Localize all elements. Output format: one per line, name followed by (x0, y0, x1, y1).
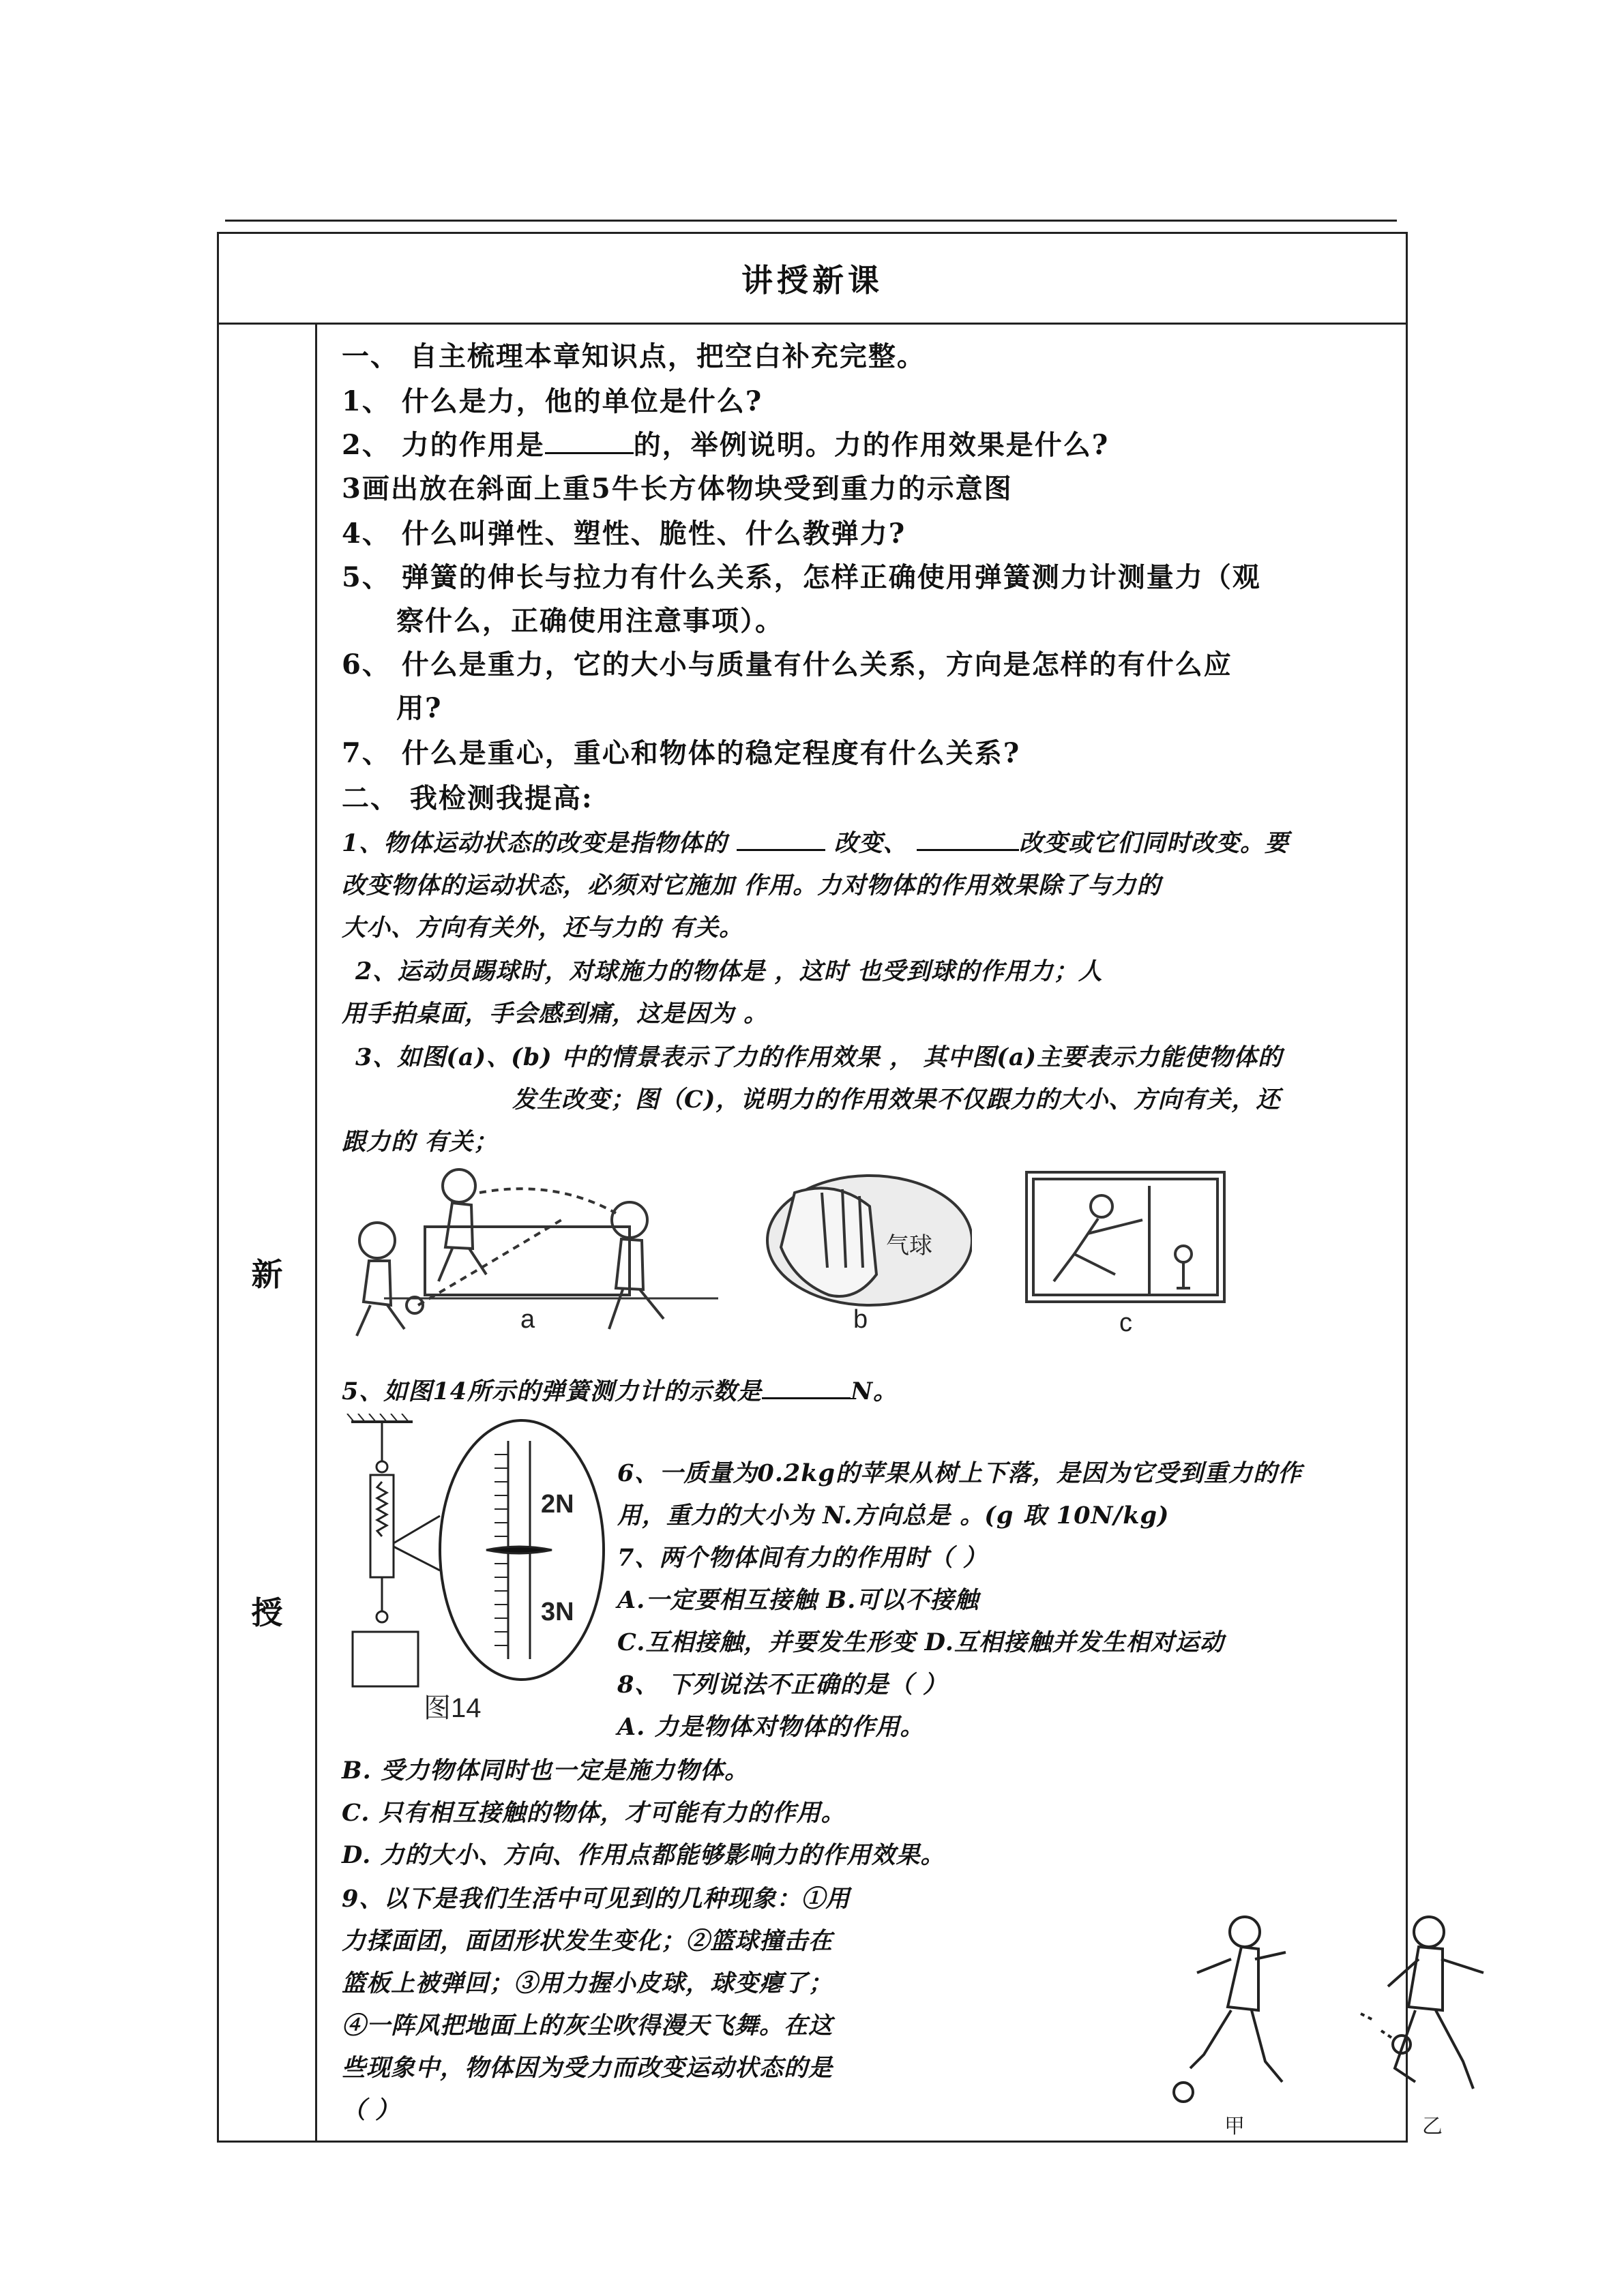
figure-jia-kick (1163, 1911, 1327, 2138)
part2-e2-line2: 用手拍桌面，手会感到痛，这是因为 。 (342, 1000, 769, 1028)
part2-e9-line6: （ ） (342, 2096, 400, 2124)
part2-e9-line1: 9、以下是我们生活中可见到的几种现象：①用 (342, 1885, 851, 1913)
part2-e1-line1 (342, 824, 1289, 859)
part1-q1: 1、 什么是力，他的单位是什么? (342, 385, 763, 417)
side-char-shou: 授 (251, 1594, 283, 1631)
side-column (219, 323, 317, 2141)
part2-e3-line3: 跟力的 有关； (342, 1128, 499, 1156)
side-char-xin: 新 (251, 1256, 283, 1293)
part2-e8-option-d: D. 力的大小、方向、作用点都能够影响力的作用效果。 (342, 1841, 945, 1869)
part2-e3-line1: 3、如图(a)、(b) 中的情景表示了力的作用效果 ， 其中图(a)主要表示力能使物体的 (355, 1043, 1283, 1071)
part2-e7-options-ab: A.一定要相互接触 B.可以不接触 (617, 1586, 979, 1614)
part2-e3-line2: 发生改变；图（C)，说明力的作用效果不仅跟力的大小、方向有关，还 (512, 1086, 1281, 1114)
part2-e7-options-cd: C.互相接触，并要发生形变 D.互相接触并发生相对运动 (617, 1628, 1224, 1656)
part2-e7: 7、两个物体间有力的作用时（ ） (617, 1544, 988, 1572)
part1-q3: 3画出放在斜面上重5牛长方体物块受到重力的示意图 (342, 473, 1013, 505)
part2-heading: 二、 我检测我提高: (342, 782, 593, 814)
e5-part-a: 5、如图14所示的弹簧测力计的示数是 (342, 1377, 763, 1405)
table-title: 讲授新课 (219, 234, 1406, 325)
fill-blank (545, 432, 634, 454)
lesson-content (317, 323, 1443, 2141)
fill-blank (762, 1377, 851, 1399)
figure-14-caption: 图14 (424, 1693, 482, 1723)
part2-e5 (342, 1373, 898, 1407)
part1-heading: 一、 自主梳理本章知识点，把空白补充完整。 (342, 340, 926, 372)
part1-q4: 4、 什么叫弹性、塑性、脆性、什么教弹力? (342, 518, 906, 550)
fill-blank (737, 829, 825, 851)
figure-jia-label: 甲 (1224, 2115, 1245, 2138)
figure-14-label-3n: 3N (541, 1598, 574, 1626)
part1-q5-line1: 5、 弹簧的伸长与拉力有什么关系，怎样正确使用弹簧测力计测量力（观 (342, 561, 1261, 593)
figure-b-label: b (853, 1305, 868, 1334)
e1-part-c: 改变或它们同时改变。要 (1018, 829, 1289, 857)
header-rule (225, 220, 1397, 222)
figure-14-label-2n: 2N (541, 1490, 574, 1519)
part2-e8-option-c: C. 只有相互接触的物体，才可能有力的作用。 (342, 1799, 846, 1827)
part1-q5-line2: 察什么，正确使用注意事项）。 (396, 605, 784, 637)
part2-e1-line2: 改变物体的运动状态，必须对它施加 作用。力对物体的作用效果除了与力的 (342, 871, 1162, 899)
part2-e2-line1: 2、运动员踢球时，对球施力的物体是 ，这时 也受到球的作用力；人 (355, 957, 1103, 985)
part2-e8-option-b: B. 受力物体同时也一定是施力物体。 (342, 1757, 749, 1785)
e1-part-b: 改变、 (833, 829, 908, 857)
part2-e8: 8、 下列说法不正确的是（ ） (617, 1671, 947, 1699)
figure-a-label: a (520, 1305, 535, 1334)
figure-c-door (1013, 1165, 1231, 1343)
part2-e6-line2: 用，重力的大小为 N.方向总是 。(g 取 10N/kg) (617, 1502, 1170, 1530)
figure-b-text: 气球 (886, 1233, 932, 1259)
part1-q2-start: 2、 力的作用是 (342, 429, 545, 461)
e5-part-b: N。 (851, 1377, 898, 1405)
part2-e6-line1: 6、一质量为0.2kg的苹果从树上下落，是因为它受到重力的作 (617, 1459, 1302, 1487)
figure-a-football (336, 1165, 732, 1343)
figure-14-spring-scale (338, 1414, 610, 1723)
part2-e9-line4: ④一阵风把地面上的灰尘吹得漫天飞舞。在这 (342, 2012, 833, 2040)
part2-e8-option-a: A. 力是物体对物体的作用。 (617, 1713, 925, 1741)
e1-part-a: 1、物体运动状态的改变是指物体的 (342, 829, 728, 857)
figure-yi-kick (1354, 1911, 1518, 2138)
part1-q7: 7、 什么是重心，重心和物体的稳定程度有什么关系? (342, 737, 1021, 769)
part1-q2 (342, 423, 1109, 462)
figure-c-label: c (1119, 1309, 1132, 1337)
figure-yi-label: 乙 (1422, 2115, 1443, 2138)
part1-q2-end: 的，举例说明。力的作用效果是什么? (633, 429, 1110, 461)
part1-q6-line1: 6、 什么是重力，它的大小与质量有什么关系，方向是怎样的有什么应 (342, 648, 1232, 681)
fill-blank (917, 829, 1019, 851)
lesson-table (217, 232, 1443, 2143)
figure-b-balloon (754, 1165, 972, 1343)
part2-e9-line5: 些现象中，物体因为受力而改变运动状态的是 (342, 2054, 833, 2082)
part2-e9-line3: 篮板上被弹回；③用力握小皮球，球变瘪了； (342, 1969, 833, 1997)
part2-e9-line2: 力揉面团，面团形状发生变化；②篮球撞击在 (342, 1927, 833, 1955)
part2-e1-line3: 大小、方向有关外，还与力的 有关。 (342, 914, 744, 942)
part1-q6-line2: 用? (396, 692, 443, 724)
